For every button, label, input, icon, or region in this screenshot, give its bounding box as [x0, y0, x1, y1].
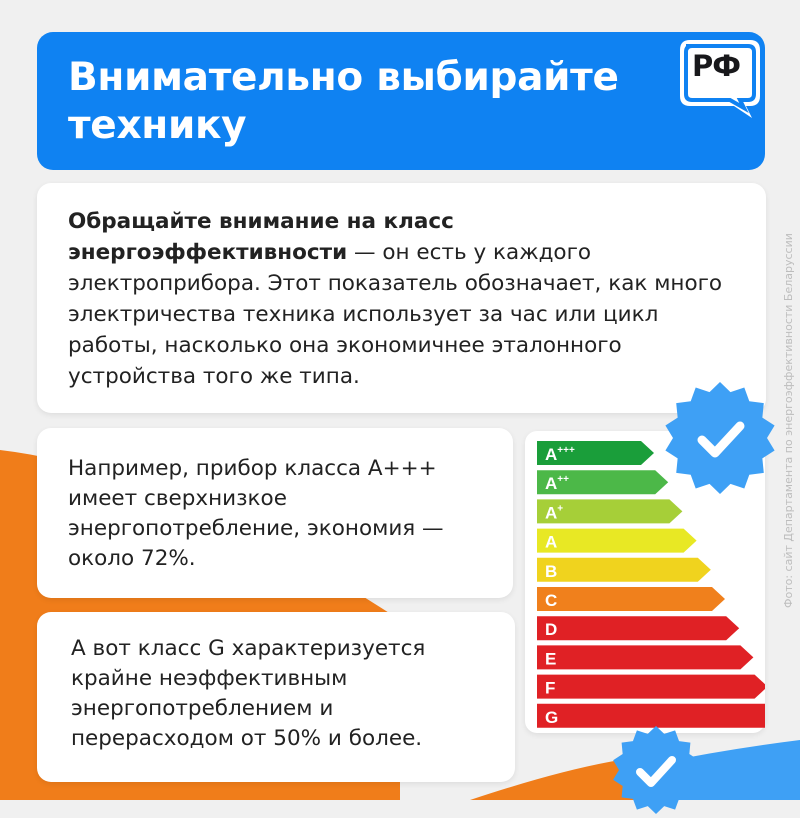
energy-class-label: A	[545, 532, 558, 552]
card2-text: Например, прибор класса A+++ имеет сверхнизкое энергопотребление, экономия — около 72%.	[68, 456, 444, 571]
checkmark-badge-icon	[608, 722, 704, 818]
rf-logo	[676, 36, 766, 122]
energy-class-bar-e	[537, 645, 753, 669]
info-card-efficiency-class	[37, 183, 766, 413]
energy-class-bar-d	[537, 616, 739, 640]
energy-class-label: F	[545, 678, 556, 698]
card1-text: — он есть у каждого электроприбора. Этот показатель обозначает, как много электричества техника использует за час или цикл работы, насколько она экономичнее эталонного устройства того же типа.	[68, 240, 723, 389]
energy-class-label: E	[545, 649, 557, 669]
energy-class-label: C	[545, 591, 558, 610]
energy-class-label: G	[545, 707, 559, 727]
energy-class-label: A+	[545, 503, 564, 523]
energy-class-bar-b	[537, 558, 711, 582]
page-title-line2: технику	[68, 103, 247, 148]
info-card-class-g	[37, 612, 515, 782]
page-title-line1: Внимательно выбирайте	[68, 55, 619, 100]
energy-class-bar-c	[537, 587, 725, 611]
checkmark-badge-icon	[660, 378, 780, 498]
energy-class-bar-a	[537, 529, 697, 553]
energy-class-label: D	[545, 620, 558, 640]
card1-paragraph	[68, 206, 735, 392]
energy-class-label: A++	[545, 474, 569, 494]
photo-credit: Фото: сайт Департамента по энергоэффективности Беларуссии	[782, 233, 795, 608]
energy-class-label: A+++	[545, 445, 575, 464]
card3-text: А вот класс G характеризуется крайне неэффективным энергопотреблением и перерасходом от 50% и более.	[71, 636, 426, 751]
energy-class-bar-f	[537, 675, 765, 699]
info-card-class-a	[37, 428, 513, 598]
energy-class-label: B	[545, 561, 558, 581]
card1-bold: Обращайте внимание на класс энергоэффективности	[68, 209, 454, 265]
header-banner	[37, 32, 765, 170]
logo-text: РФ	[691, 49, 740, 83]
page-title	[68, 54, 734, 150]
